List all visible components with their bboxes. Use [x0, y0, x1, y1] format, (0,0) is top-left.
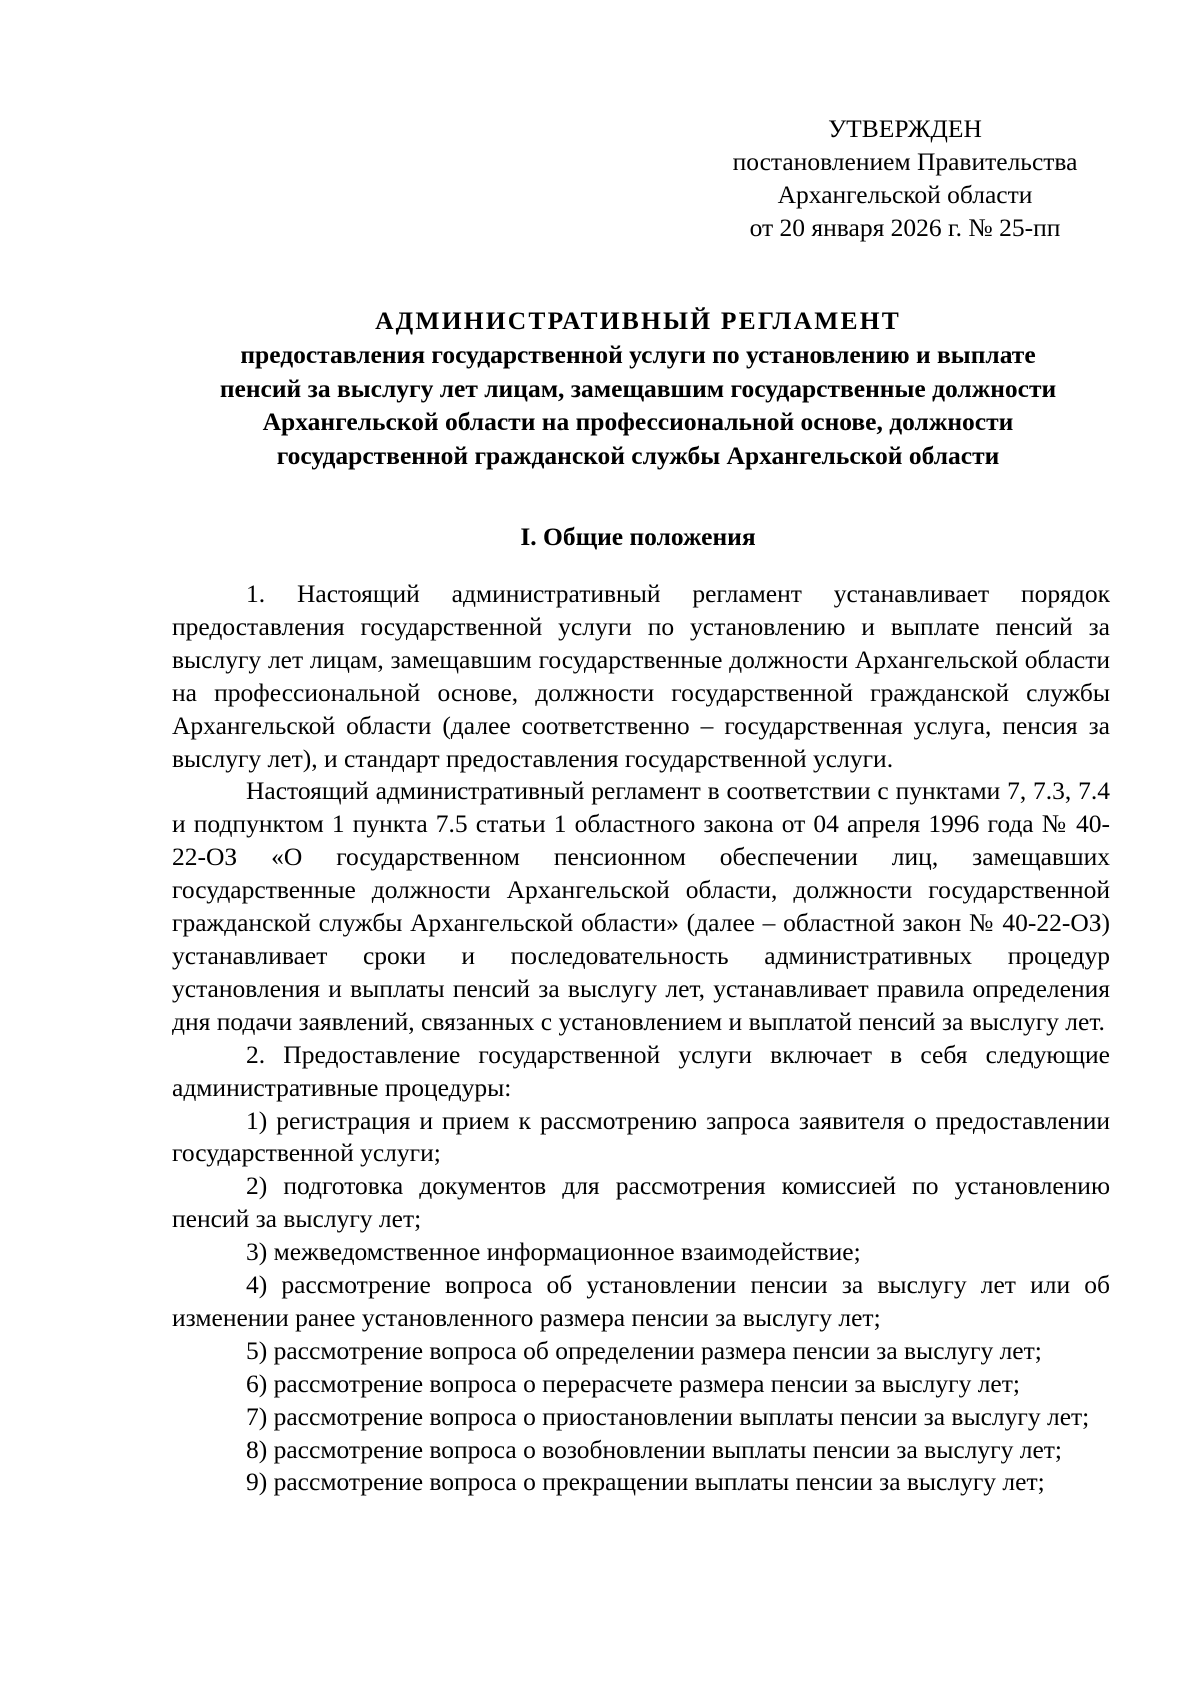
document-title-block: [170, 304, 1106, 472]
paragraph: Настоящий административный регламент в соответствии с пунктами 7, 7.3, 7.4 и подпунктом 1 пункта 7.5 статьи 1 областного закона от 04 апреля 1996 года № 40-22-ОЗ «О государственном пенсионном обеспечении лиц, замещавших государственные должности Архангельской области, должности государственной гражданской службы Архангельской области» (далее – областной закон № 40-22-ОЗ) устанавливает сроки и последовательность административных процедур установления и выплаты пенсий за выслугу лет, устанавливает правила определения дня подачи заявлений, связанных с установлением и выплатой пенсий за выслугу лет.: [172, 776, 1110, 1036]
list-item: 4) рассмотрение вопроса об установлении пенсии за выслугу лет или об изменении ранее установленного размера пенсии за выслугу лет;: [172, 1270, 1110, 1332]
list-item: 6) рассмотрение вопроса о перерасчете размера пенсии за выслугу лет;: [246, 1368, 1020, 1398]
list-item: 1) регистрация и прием к рассмотрению запроса заявителя о предоставлении государственной услуги;: [172, 1105, 1110, 1168]
subtitle-line: пенсий за выслугу лет лицам, замещавшим государственные должности: [219, 373, 1057, 403]
document-body: [172, 578, 1110, 1499]
list-item: 8) рассмотрение вопроса о возобновлении выплаты пенсии за выслугу лет;: [246, 1434, 1062, 1464]
paragraph: 2. Предоставление государственной услуги включает в себя следующие административные процедуры:: [172, 1039, 1110, 1102]
subtitle-line: Архангельской области на профессиональной основе, должности: [262, 407, 1014, 436]
section-heading: I. Общие положения: [520, 522, 756, 551]
list-item: 7) рассмотрение вопроса о приостановлении выплаты пенсии за выслугу лет;: [246, 1401, 1090, 1431]
approval-date-number: от 20 января 2026 г. № 25-пп: [749, 213, 1061, 242]
approval-stamp-block: [700, 112, 1110, 244]
list-item: 5) рассмотрение вопроса об определении размера пенсии за выслугу лет;: [246, 1335, 1042, 1365]
list-item: 3) межведомственное информационное взаимодействие;: [246, 1237, 861, 1267]
approval-heading: УТВЕРЖДЕН: [828, 114, 982, 143]
document-title: АДМИНИСТРАТИВНЫЙ РЕГЛАМЕНТ: [375, 306, 901, 335]
subtitle-line: предоставления государственной услуги по установлению и выплате: [240, 340, 1036, 369]
subtitle-line: государственной гражданской службы Архангельской области: [276, 440, 1000, 470]
paragraph: 1. Настоящий административный регламент устанавливает порядок предоставления государственной услуги по установлению и выплате пенсий за выслугу лет лицам, замещавшим государственные должности Архангельской области на профессиональной основе, должности государственной гражданской службы Архангельской области (далее соответственно – государственная услуга, пенсия за выслугу лет), и стандарт предоставления государственной услуги.: [172, 579, 1110, 773]
document-subtitle: [170, 338, 1106, 472]
list-item: 2) подготовка документов для рассмотрения комиссией по установлению пенсий за выслугу лет;: [172, 1171, 1110, 1234]
approval-region: Архангельской области: [777, 180, 1033, 209]
list-item: 9) рассмотрение вопроса о прекращении выплаты пенсии за выслугу лет;: [246, 1467, 1045, 1497]
approval-authority: постановлением Правительства: [732, 147, 1078, 176]
